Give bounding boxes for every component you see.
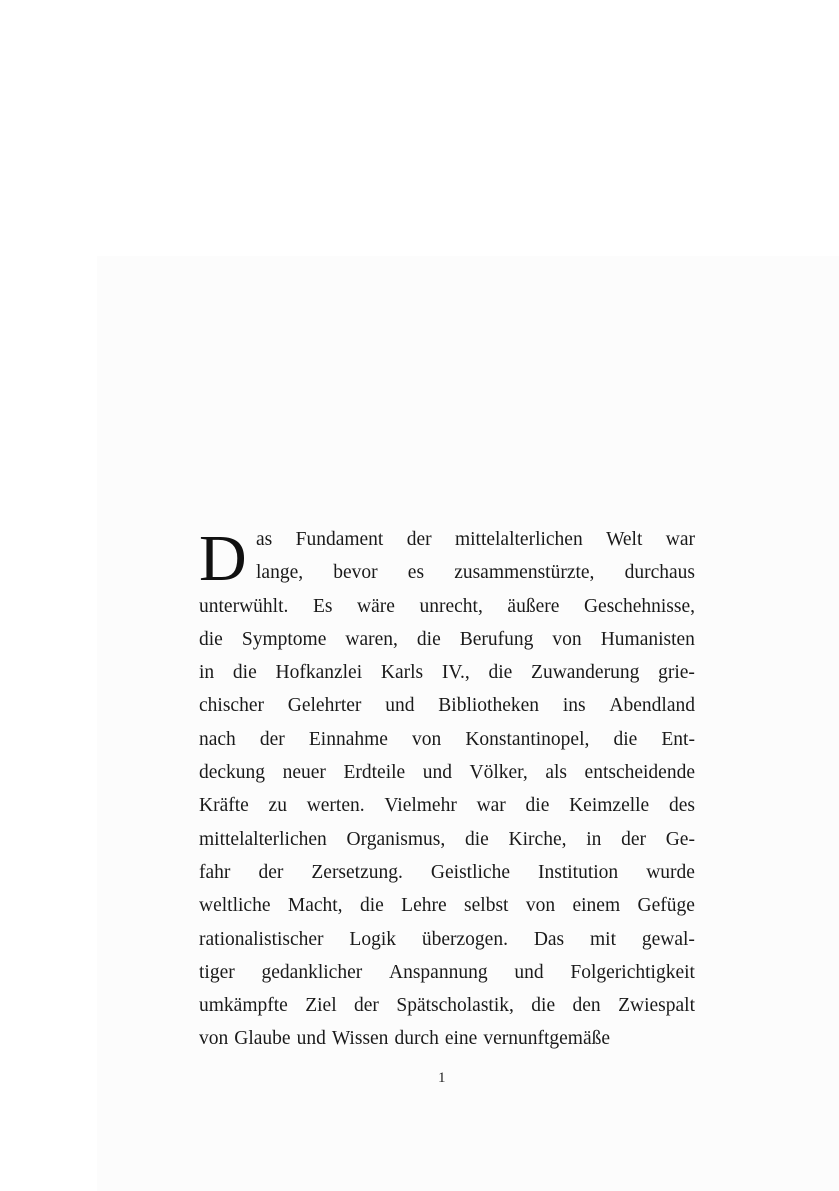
- word: Das: [533, 928, 565, 950]
- word: einem: [572, 895, 621, 917]
- word: Zwiespalt: [618, 995, 695, 1017]
- word: die: [488, 662, 513, 684]
- word: Logik: [349, 928, 396, 950]
- word: mittelalterlichen: [454, 529, 583, 550]
- word: durch: [394, 1028, 439, 1050]
- word: als: [545, 762, 567, 784]
- word: die: [613, 728, 638, 750]
- text-line: [199, 823, 695, 856]
- word: und: [514, 961, 544, 983]
- word: mit: [590, 928, 617, 950]
- word: rationalistischer: [199, 928, 324, 950]
- word: Geistliche: [430, 861, 510, 883]
- word: äußere: [507, 595, 560, 617]
- word: Gelehrter: [287, 695, 362, 717]
- word: Völker,: [469, 762, 528, 784]
- word: Keimzelle: [569, 795, 650, 817]
- text-line: [199, 889, 695, 922]
- word: Zersetzung.: [311, 861, 403, 883]
- word: durchaus: [624, 562, 695, 584]
- text-line: [199, 1022, 695, 1055]
- word: es: [407, 562, 425, 584]
- word: in: [199, 662, 215, 684]
- word: Einnahme: [308, 728, 388, 750]
- text-line: [199, 623, 695, 656]
- word: as: [256, 529, 273, 550]
- word: überzogen.: [421, 928, 508, 950]
- word: entscheidende: [584, 762, 695, 784]
- word: grie-: [658, 662, 695, 684]
- word: die: [359, 895, 384, 917]
- word: unrecht,: [419, 595, 483, 617]
- word: Vielmehr: [384, 795, 457, 817]
- word: IV.,: [441, 662, 470, 684]
- word: Lehre: [401, 895, 447, 917]
- word: und: [385, 695, 415, 717]
- text-line: [199, 956, 695, 989]
- word: des: [668, 795, 695, 817]
- word: Humanisten: [600, 628, 695, 650]
- word: umkämpfte: [199, 995, 288, 1017]
- word: der: [406, 529, 432, 550]
- word: tiger: [199, 961, 235, 983]
- word: Welt: [606, 529, 643, 550]
- word: der: [258, 861, 284, 883]
- word: Folgerichtigkeit: [570, 961, 695, 983]
- word: Konstantinopel,: [465, 728, 590, 750]
- word: Berufung: [459, 628, 534, 650]
- word: den: [572, 995, 601, 1017]
- word: Symptome: [241, 628, 327, 650]
- word: von: [412, 728, 442, 750]
- text-line: [199, 723, 695, 756]
- word: gedanklicher: [261, 961, 363, 983]
- word: nach: [199, 728, 236, 750]
- word: vernunftgemäße: [483, 1028, 611, 1050]
- word: Kirche,: [508, 828, 567, 850]
- word: Abendland: [609, 695, 695, 717]
- word: chischer: [199, 695, 264, 717]
- word: die: [525, 795, 550, 817]
- word: und: [422, 762, 452, 784]
- word: Karls: [380, 662, 424, 684]
- word: waren,: [345, 628, 398, 650]
- text-line: [256, 523, 695, 556]
- word: fahr: [199, 861, 231, 883]
- word: und: [296, 1028, 326, 1050]
- word: Anspannung: [389, 961, 488, 983]
- text-line: [199, 856, 695, 889]
- word: Spätscholastik,: [396, 995, 514, 1017]
- word: wurde: [646, 861, 695, 883]
- word: Hofkanzlei: [275, 662, 363, 684]
- word: mittelalterlichen: [199, 828, 327, 850]
- word: war: [665, 529, 695, 550]
- word: die: [465, 828, 489, 850]
- word: Geschehnisse,: [583, 595, 695, 617]
- word: eine: [444, 1028, 478, 1050]
- word: von: [552, 628, 582, 650]
- body-text: [199, 523, 695, 1056]
- word: werten.: [306, 795, 365, 817]
- word: Organismus,: [346, 828, 446, 850]
- word: gewal-: [641, 928, 695, 950]
- word: weltliche: [199, 895, 271, 917]
- text-line: [199, 989, 695, 1022]
- word: in: [586, 828, 602, 850]
- text-line: [199, 656, 695, 689]
- word: die: [531, 995, 556, 1017]
- word: bevor: [333, 562, 378, 584]
- word: die: [199, 628, 223, 650]
- word: Glaube: [234, 1028, 291, 1050]
- text-line: [199, 756, 695, 789]
- word: Erdteile: [343, 762, 406, 784]
- word: zusammenstürzte,: [454, 562, 595, 584]
- text-line: [199, 689, 695, 722]
- text-line: [199, 923, 695, 956]
- word: von: [199, 1028, 229, 1050]
- page-number: 1: [438, 1070, 446, 1086]
- word: deckung: [199, 762, 266, 784]
- word: Fundament: [295, 529, 384, 550]
- word: Ent-: [661, 728, 695, 750]
- word: selbst: [464, 895, 509, 917]
- word: wäre: [357, 595, 395, 617]
- word: der: [621, 828, 646, 850]
- word: die: [416, 628, 441, 650]
- word: Wissen: [331, 1028, 389, 1050]
- word: Institution: [538, 861, 619, 883]
- word: Kräfte: [199, 795, 249, 817]
- word: der: [354, 995, 379, 1017]
- drop-cap-initial: D: [199, 522, 247, 595]
- word: Macht,: [287, 895, 343, 917]
- text-line: [199, 789, 695, 822]
- word: ins: [562, 695, 586, 717]
- word: die: [232, 662, 257, 684]
- text-line: [199, 590, 695, 623]
- word: Ge-: [665, 828, 695, 850]
- word: der: [259, 728, 285, 750]
- word: Ziel: [305, 995, 337, 1017]
- word: zu: [268, 795, 287, 817]
- word: Gefüge: [637, 895, 695, 917]
- word: Zuwanderung: [531, 662, 640, 684]
- word: war: [476, 795, 506, 817]
- word: Es: [312, 595, 333, 617]
- word: neuer: [282, 762, 326, 784]
- word: lange,: [256, 562, 304, 584]
- word: unterwühlt.: [199, 595, 289, 617]
- word: von: [525, 895, 556, 917]
- word: Bibliotheken: [438, 695, 540, 717]
- text-line: [256, 556, 695, 589]
